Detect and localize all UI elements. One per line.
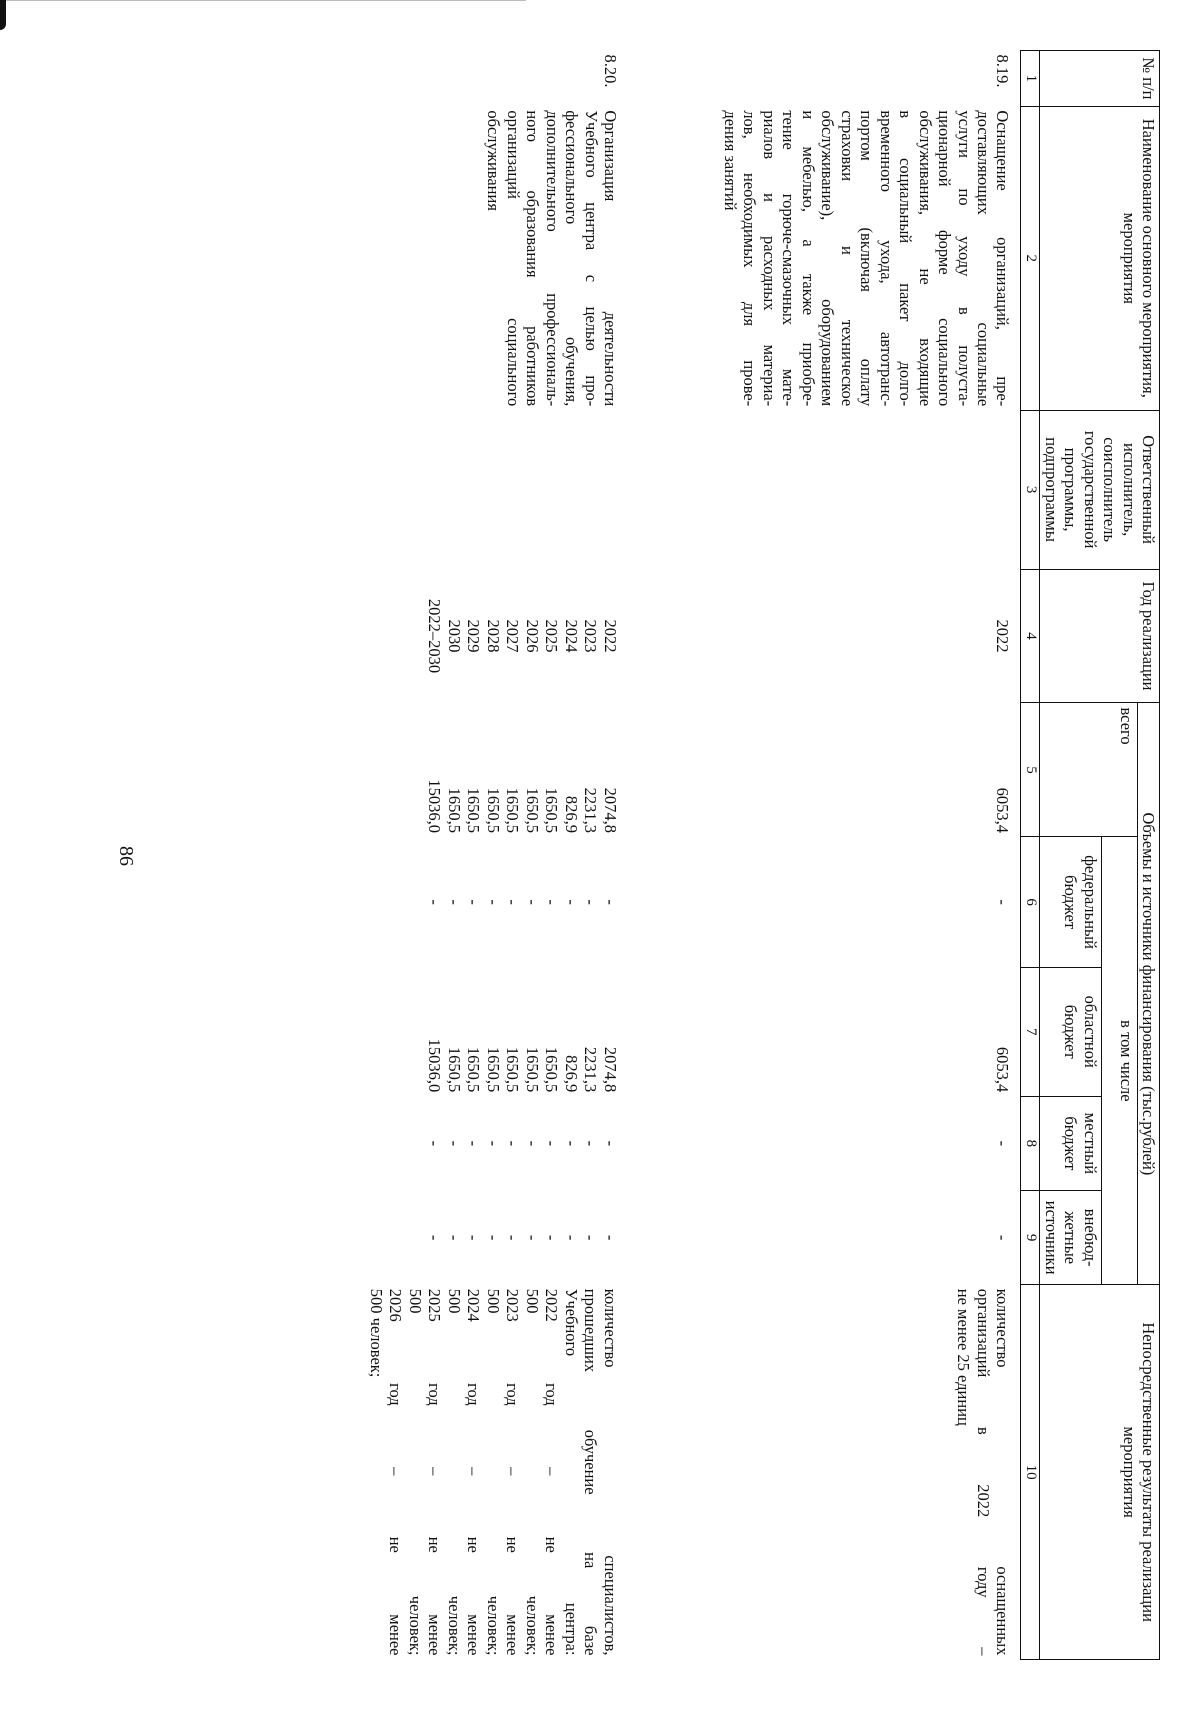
text-line: - (484, 1234, 503, 1241)
text-line: количество специалистов, (601, 1288, 620, 1656)
years-cell (366, 569, 622, 703)
text-line: обслуживание), оборудованием (818, 110, 838, 407)
column-number: 6 (1021, 837, 1040, 967)
text-line: - (503, 1140, 523, 1147)
extrabudget-cell (621, 1191, 1021, 1285)
column-number: 4 (1021, 569, 1040, 703)
text-line: 2024 (562, 619, 581, 653)
executor-cell (366, 410, 622, 569)
row-number: 8.20. (601, 54, 620, 88)
text-line: организаций в 2022 году – (974, 1288, 993, 1656)
text-line: 1650,5 (484, 787, 503, 833)
text-line: 1650,5 (503, 787, 523, 833)
scan-edge-mark (0, 0, 6, 30)
local-cell (366, 1096, 622, 1190)
text-line: 1650,5 (523, 787, 542, 833)
extrabudget-cell (366, 1191, 622, 1285)
total-cell (366, 703, 622, 837)
text-line: 2074,8 (601, 787, 620, 833)
table-row (621, 51, 1021, 1660)
text-line: 2231,3 (581, 1046, 601, 1093)
header-num: № п/п (1040, 51, 1160, 107)
scan-edge-line (6, 0, 526, 1)
text-line: - (425, 1234, 445, 1241)
text-line: 15036,0 (425, 779, 445, 833)
text-line: 1650,5 (484, 1046, 503, 1093)
local-cell (621, 1096, 1021, 1190)
text-line: 1650,5 (542, 1046, 562, 1093)
text-line: 500 человек; (367, 1288, 386, 1378)
header-regional: областной бюджет (1040, 967, 1101, 1096)
text-line: ционарной форме социального (935, 110, 955, 407)
table-row (366, 51, 622, 1660)
text-line: страховки и техническое (837, 110, 857, 407)
text-line: 1650,5 (503, 1046, 523, 1093)
header-name: Наименование основного мероприятия, мероприятия (1040, 106, 1160, 410)
text-line: прошедших обучение на базе (581, 1288, 601, 1656)
text-line: 2023 (581, 619, 601, 653)
regional-cell (621, 967, 1021, 1096)
header-local: местный бюджет (1040, 1096, 1101, 1190)
text-line: 6053,4 (993, 1046, 1013, 1093)
text-line: в социальный пакет долго- (896, 110, 916, 407)
column-number: 3 (1021, 410, 1040, 569)
text-line: доставляющих социальные (974, 110, 994, 407)
text-line: портом (включая оплату (857, 110, 877, 407)
text-line: - (523, 1234, 542, 1241)
text-line: - (445, 1234, 464, 1241)
text-line: - (464, 1140, 484, 1147)
text-line: 500 человек; (445, 1288, 464, 1656)
text-line: 2028 (484, 619, 503, 653)
text-line: - (993, 1140, 1013, 1147)
text-line: 2231,3 (581, 787, 601, 833)
text-line: - (562, 1140, 581, 1147)
text-line: - (581, 1140, 601, 1147)
text-line: фессионального обучения, (562, 110, 582, 407)
text-line: - (523, 1140, 542, 1147)
column-number: 10 (1021, 1285, 1040, 1660)
federal-cell (621, 837, 1021, 967)
measure-name (621, 106, 1021, 410)
text-line: - (445, 899, 464, 905)
federal-cell (366, 837, 622, 967)
text-line: 1650,5 (445, 787, 464, 833)
text-line: 500 человек; (406, 1288, 425, 1656)
text-line: - (484, 1140, 503, 1147)
result-cell (366, 1285, 622, 1660)
text-line: - (601, 899, 620, 905)
text-line: Учебного центра с целью про- (581, 110, 601, 407)
text-line: - (562, 899, 581, 905)
text-line: Организация деятельности (601, 110, 620, 407)
text-line: услуги по уходу в полуста- (954, 110, 974, 407)
text-line: 2022 (993, 619, 1013, 653)
text-line: - (993, 899, 1013, 905)
header-executor: Ответственный исполнитель, соисполнитель государственной программы, подпрограммы (1040, 410, 1160, 569)
table-header (1040, 51, 1160, 1660)
text-line: 2074,8 (601, 1046, 620, 1093)
header-including: в том числе (1101, 837, 1137, 1285)
text-line: 6053,4 (993, 787, 1013, 833)
text-line: 2024 год – не менее (464, 1288, 484, 1656)
text-line: риалов и расходных материа- (759, 110, 779, 407)
program-table (366, 50, 1161, 1660)
text-line: 15036,0 (425, 1038, 445, 1093)
text-line: 2025 год – не менее (425, 1288, 445, 1656)
text-line: - (464, 1234, 484, 1241)
text-line: 1650,5 (445, 1046, 464, 1093)
text-line: не менее 25 единиц (954, 1288, 974, 1426)
text-line: обслуживания (484, 110, 504, 211)
text-line: 826,9 (562, 1055, 581, 1093)
text-line: 2027 (503, 619, 523, 653)
text-line: - (542, 899, 562, 905)
text-line: - (581, 899, 601, 905)
text-line: 500 человек; (523, 1288, 542, 1656)
result-cell (621, 1285, 1021, 1660)
text-line: обслуживания, не входящие (915, 110, 935, 407)
rotated-page (140, 50, 1160, 1660)
header-year: Год реализации (1040, 569, 1160, 703)
text-line: 2022 (601, 619, 620, 653)
text-line: - (503, 1234, 523, 1241)
text-line: 2022–2030 (425, 598, 445, 674)
text-line: 2029 (464, 619, 484, 653)
text-line: 2030 (445, 619, 464, 653)
text-line: 500 человек; (484, 1288, 503, 1656)
text-line: 2022 год – не менее (542, 1288, 562, 1656)
page-number: 86 (115, 846, 137, 866)
column-number: 1 (1021, 51, 1040, 107)
measure-name (366, 106, 622, 410)
executor-cell (621, 410, 1021, 569)
text-line: лов, необходимых для прове- (740, 110, 760, 407)
text-line: Оснащение организаций, пре- (993, 110, 1013, 407)
text-line: тение горюче-смазочных мате- (779, 110, 799, 407)
text-line: 1650,5 (464, 1046, 484, 1093)
text-line: - (503, 899, 523, 905)
years-cell (621, 569, 1021, 703)
column-numbers-row (1021, 51, 1040, 1660)
text-line: 1650,5 (464, 787, 484, 833)
text-line: - (542, 1140, 562, 1147)
text-line: - (523, 899, 542, 905)
text-line: Учебного центра: (562, 1288, 581, 1656)
header-federal: федеральный бюджет (1040, 837, 1101, 967)
total-cell (621, 703, 1021, 837)
text-line: 1650,5 (523, 1046, 542, 1093)
text-line: временного ухода, автотранс- (876, 110, 896, 407)
header-results: Непосредственные результаты реализации мероприятия (1040, 1285, 1160, 1660)
text-line: - (993, 1234, 1013, 1241)
text-line: - (484, 899, 503, 905)
text-line: 2025 (542, 619, 562, 653)
header-extrabudget: внебюд-жетные источники (1040, 1191, 1101, 1285)
text-line: дополнительного профессиональ- (542, 110, 562, 407)
text-line: и мебелью, а также приобре- (798, 110, 818, 407)
text-line: - (581, 1234, 601, 1241)
column-number: 9 (1021, 1191, 1040, 1285)
text-line: - (445, 1140, 464, 1147)
text-line: - (464, 899, 484, 905)
text-line: дения занятий (720, 110, 740, 211)
regional-cell (366, 967, 622, 1096)
text-line: - (425, 1140, 445, 1147)
header-total: всего (1040, 703, 1137, 837)
text-line: 2023 год – не менее (503, 1288, 523, 1656)
text-line: 2026 год – не менее (386, 1288, 406, 1656)
text-line: - (601, 1234, 620, 1241)
row-number: 8.19. (993, 54, 1013, 88)
text-line: 2026 (523, 619, 542, 653)
text-line: - (601, 1140, 620, 1147)
header-financing: Объемы и источники финансирования (тыс.рублей) (1137, 703, 1159, 1285)
column-number: 2 (1021, 106, 1040, 410)
text-line: 1650,5 (542, 787, 562, 833)
column-number: 5 (1021, 703, 1040, 837)
text-line: 826,9 (562, 795, 581, 833)
text-line: - (562, 1234, 581, 1241)
column-number: 8 (1021, 1096, 1040, 1190)
text-line: организаций социального (503, 110, 523, 407)
text-line: ного образования работников (523, 110, 543, 407)
text-line: - (542, 1234, 562, 1241)
text-line: количество оснащенных (993, 1288, 1013, 1656)
column-number: 7 (1021, 967, 1040, 1096)
text-line: - (425, 899, 445, 905)
